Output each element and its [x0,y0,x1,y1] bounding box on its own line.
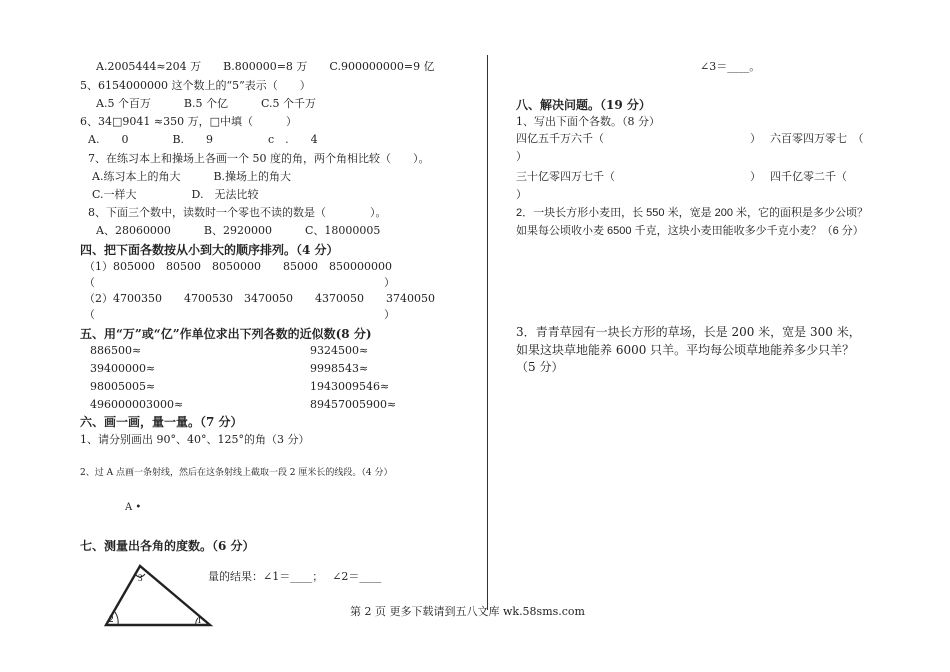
q4-options: A.2005444≈204 万 B.800000=8 万 C.900000000=9 亿 [96,60,435,73]
sec4-answer-1-open: （ [84,276,95,289]
q1-row1-close: ） [516,150,527,163]
q3-line-3: （5 分） [516,360,564,374]
q1-row2-item1: 三十亿零四万七千（ [516,170,615,183]
sec4-row-1: （1）805000 80500 8050000 85000 850000000 [84,260,392,273]
section-8-title: 八、解决问题。（19 分） [516,98,651,112]
approx-item: 89457005900≈ [310,398,397,411]
measure-result: 量的结果：∠1＝____； ∠2＝____ [208,570,382,583]
sec6-q1: 1、请分别画出 90°、40°、125°的角（3 分） [80,433,310,446]
approx-item: 886500≈ [90,344,142,357]
q1-row2-item2: ） 四千亿零二千（ [750,170,847,183]
q7-options-1: A.练习本上的角大 B.操场上的角大 [92,170,292,183]
angle-3-result: ∠3＝____。 [700,60,761,73]
approx-item: 39400000≈ [90,362,156,375]
angle-label-2: 2 [109,614,114,624]
q3-line-2: 如果这块草地能养 6000 只羊。平均每公顷草地能养多少只羊？ [516,343,855,357]
q1-stem: 1、写出下面个各数。（8 分） [516,115,660,128]
approx-item: 98005005≈ [90,380,156,393]
q1-row1-item2: ） 六百零四万零七 （ [750,132,864,145]
q6-options: A. 0 B. 9 c . 4 [88,133,318,146]
q8-stem: 8、下面三个数中，读数时一个零也不读的数是（ ）。 [88,206,387,219]
q1-row1-item1: 四亿五千万六千（ [516,132,604,145]
q5-options: A.5 个百万 B.5 个亿 C.5 个千万 [96,97,317,110]
q2-line-1: 2．一块长方形小麦田，长 550 米，宽是 200 米，它的面积是多少公顷？ [516,207,869,219]
approx-item: 1943009546≈ [310,380,390,393]
angle-2-arc [115,612,118,625]
q1-row2-close: ） [516,188,527,201]
section-7-title: 七、测量出各角的度数。（6 分） [80,539,255,553]
page-footer: 第 2 页 更多下载请到五八文库 wk.58sms.com [350,605,585,618]
q6-stem: 6、34□9041 ≈350 万，□中填（ ） [80,115,297,128]
sec4-row-2: （2）4700350 4700530 3470050 4370050 3740050 [84,292,435,305]
q3-line-1: 3．青青草园有一块长方形的草场，长是 200 米，宽是 300 米， [516,325,861,339]
sec4-answer-1-close: ） [384,276,395,289]
angle-label-3: 3 [138,573,143,583]
approx-item: 9998543≈ [310,362,369,375]
sec4-answer-2-close: ） [384,308,395,321]
section-6-title: 六、画一画，量一量。（7 分） [80,415,243,429]
q2-line-2: 如果每公顷收小麦 6500 千克，这块小麦田能收多少千克小麦？（6 分） [516,225,864,237]
triangle-shape [106,566,210,625]
approx-item: 9324500≈ [310,344,369,357]
angle-label-1: 1 [197,615,202,625]
q8-options: A、28060000 B、2920000 C、18000005 [96,224,381,237]
approx-item: 496000003000≈ [90,398,184,411]
point-a: A • [125,502,142,513]
sec6-q2: 2、过 A 点画一条射线，然后在这条射线上截取一段 2 厘米长的线段。（4 分） [80,468,393,478]
q7-options-2: C.一样大 D. 无法比较 [92,188,259,201]
column-divider [487,55,488,610]
section-5-title: 五、用“万”或“亿”作单位求出下列各数的近似数(8 分) [80,327,372,341]
sec4-answer-2-open: （ [84,308,95,321]
triangle-figure [98,560,218,632]
q5-stem: 5、6154000000 这个数上的“5”表示（ ） [80,79,311,92]
q7-stem: 7、在练习本上和操场上各画一个 50 度的角，两个角相比较（ ）。 [88,152,430,165]
section-4-title: 四、把下面各数按从小到大的顺序排列。（4 分） [80,243,339,257]
